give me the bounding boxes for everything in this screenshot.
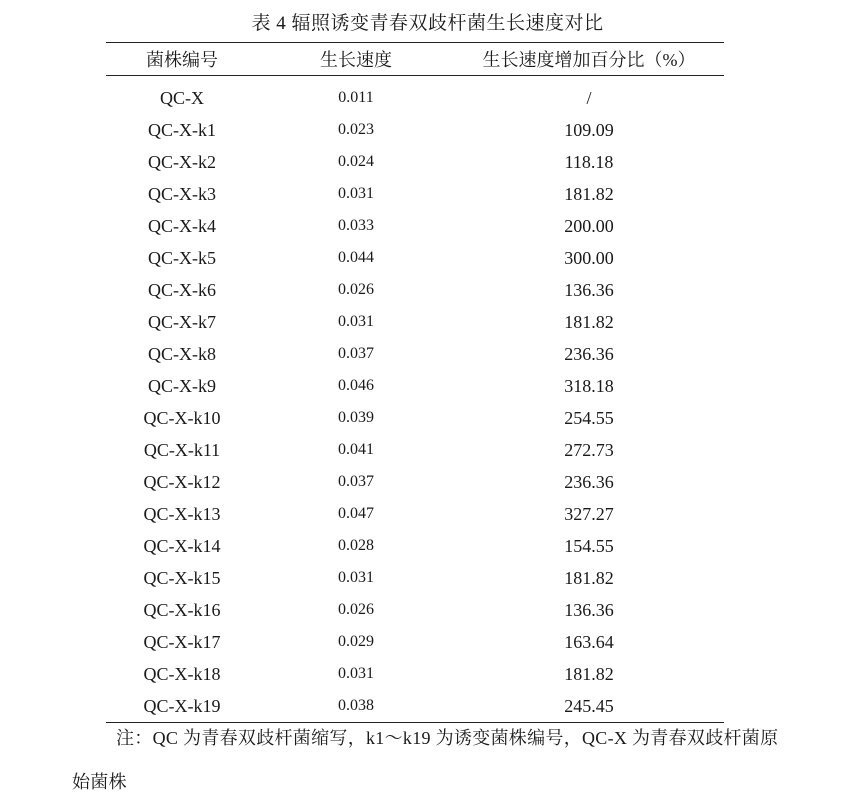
table-row [106,146,724,178]
rate-increase-cell: 236.36 [564,343,614,364]
rate-increase-cell: 163.64 [564,631,614,652]
growth-rate-cell: 0.029 [338,633,374,650]
growth-rate-cell: 0.041 [338,441,374,458]
strain-id-cell: QC-X-k7 [148,311,216,332]
table-row [106,626,724,658]
table-header [106,43,724,76]
growth-rate-cell: 0.026 [338,281,374,298]
table-row [106,562,724,594]
table-row [106,274,724,306]
growth-rate-cell: 0.046 [338,377,374,394]
growth-rate-cell: 0.031 [338,185,374,202]
growth-rate-cell: 0.039 [338,409,374,426]
header-rate-increase: 生长速度增加百分比（%） [482,50,696,70]
rate-increase-cell: 272.73 [564,439,614,460]
table-row [106,466,724,498]
strain-id-cell: QC-X-k18 [143,663,221,684]
growth-rate-cell: 0.038 [338,697,374,714]
strain-id-cell: QC-X-k5 [148,247,216,268]
table-row [106,402,724,434]
header-strain-id: 菌株编号 [146,50,218,70]
growth-rate-cell: 0.024 [338,153,374,170]
header-growth-rate: 生长速度 [320,50,392,70]
strain-id-cell: QC-X-k16 [143,599,221,620]
rate-increase-cell: 181.82 [564,183,614,204]
growth-rate-cell: 0.031 [338,665,374,682]
table-row [106,498,724,530]
strain-id-cell: QC-X-k8 [148,343,216,364]
growth-rate-cell: 0.037 [338,345,374,362]
strain-id-cell: QC-X-k17 [143,631,221,652]
strain-id-cell: QC-X-k13 [143,503,221,524]
table-row [106,434,724,466]
rate-increase-cell: 254.55 [564,407,614,428]
strain-id-cell: QC-X-k15 [143,567,221,588]
rate-increase-cell: 136.36 [564,279,614,300]
rate-increase-cell: 136.36 [564,599,614,620]
table-caption: 表 4 辐照诱变青春双歧杆菌生长速度对比 [251,13,604,34]
rate-increase-cell: 181.82 [564,567,614,588]
rate-increase-cell: 236.36 [564,471,614,492]
growth-rate-cell: 0.011 [338,89,374,106]
growth-rate-table-container [106,42,724,723]
strain-id-cell: QC-X-k6 [148,279,216,300]
table-body [106,76,724,723]
rate-increase-cell: 318.18 [564,375,614,396]
strain-id-cell: QC-X-k14 [143,535,221,556]
growth-rate-cell: 0.031 [338,313,374,330]
growth-rate-cell: 0.047 [338,505,374,522]
table-row [106,306,724,338]
rate-increase-cell: 109.09 [564,119,614,140]
table-row [106,114,724,146]
growth-rate-table [106,42,724,723]
table-row [106,658,724,690]
table-row [106,338,724,370]
strain-id-cell: QC-X-k3 [148,183,216,204]
rate-increase-cell: 327.27 [564,503,614,524]
growth-rate-cell: 0.044 [338,249,374,266]
growth-rate-cell: 0.037 [338,473,374,490]
rate-increase-cell: 245.45 [564,695,614,716]
growth-rate-cell: 0.023 [338,121,374,138]
table-row [106,76,724,115]
rate-increase-cell: 181.82 [564,663,614,684]
header-row [106,43,724,76]
growth-rate-cell: 0.026 [338,601,374,618]
rate-increase-cell: 300.00 [564,247,614,268]
table-row [106,530,724,562]
strain-id-cell: QC-X-k2 [148,151,216,172]
strain-id-cell: QC-X-k4 [148,215,216,236]
growth-rate-cell: 0.033 [338,217,374,234]
strain-id-cell: QC-X-k19 [143,695,221,716]
strain-id-cell: QC-X-k1 [148,119,216,140]
rate-increase-cell: 118.18 [564,151,614,172]
table-row [106,178,724,210]
rate-increase-cell: 181.82 [564,311,614,332]
table-row [106,242,724,274]
strain-id-cell: QC-X-k11 [143,439,221,460]
table-row [106,594,724,626]
table-footnote: 注：QC 为青春双歧杆菌缩写，k1～k19 为诱变菌株编号，QC-X 为青春双歧杆菌原始菌株 [72,728,779,792]
table-row [106,370,724,402]
strain-id-cell: QC-X-k10 [143,407,221,428]
strain-id-cell: QC-X [160,87,204,108]
growth-rate-cell: 0.028 [338,537,374,554]
strain-id-cell: QC-X-k12 [143,471,221,492]
rate-increase-cell: 200.00 [564,215,614,236]
table-row [106,210,724,242]
growth-rate-cell: 0.031 [338,569,374,586]
rate-increase-cell: / [586,87,592,108]
rate-increase-cell: 154.55 [564,535,614,556]
strain-id-cell: QC-X-k9 [148,375,216,396]
